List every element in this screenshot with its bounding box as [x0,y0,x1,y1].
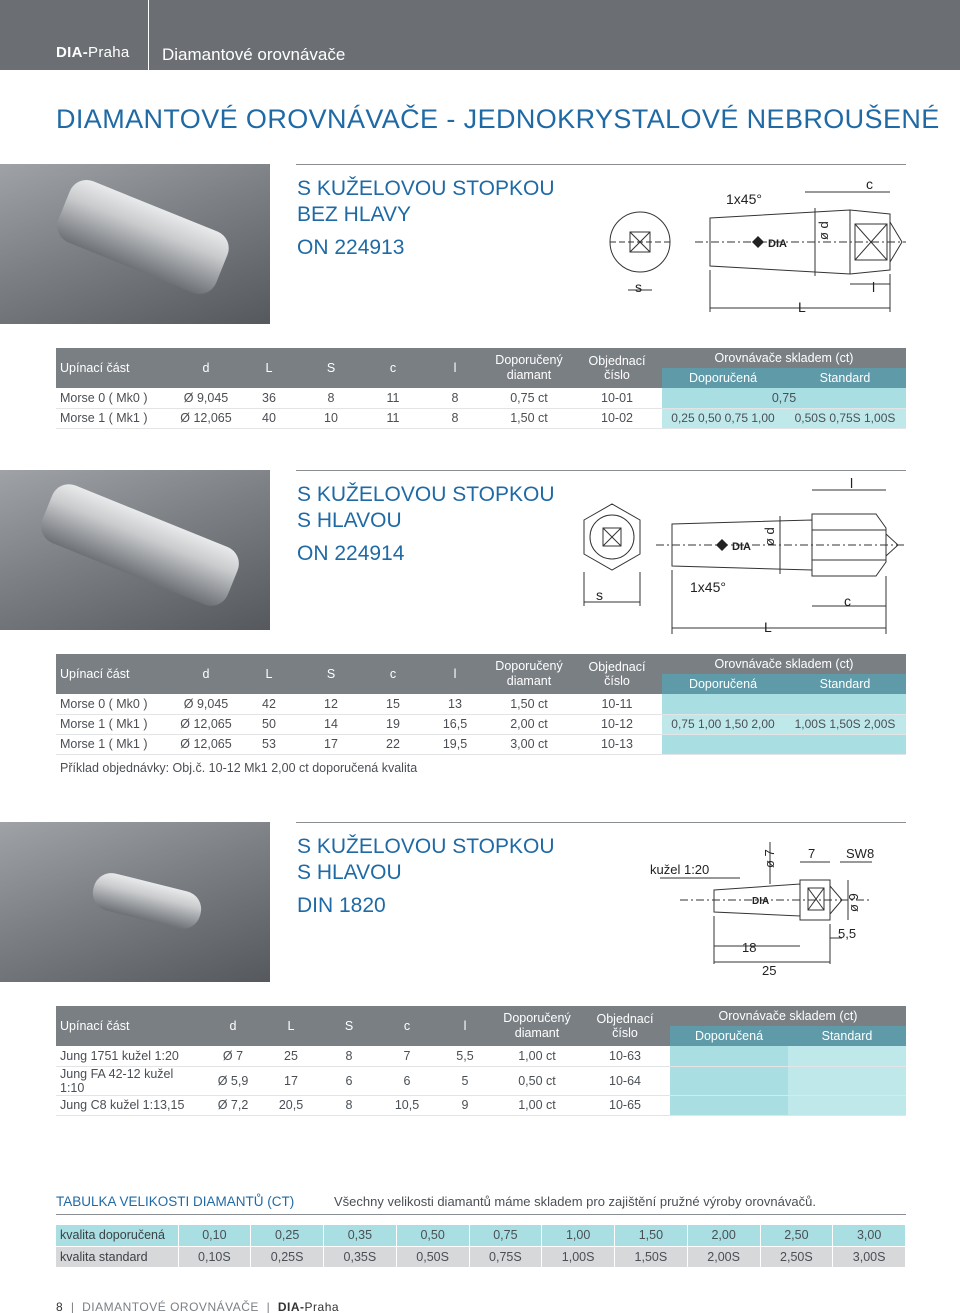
twentyfive-label: 25 [762,963,777,978]
d7-label: ø 7 [762,849,777,868]
s-label: s [596,587,603,603]
page-title: DIAMANTOVÉ OROVNÁVAČE - JEDNOKRYSTALOVÉ NEBROUŠENÉ [56,104,940,134]
chamfer-label: 1x45° [690,579,726,595]
page-number: 8 [56,1300,64,1313]
spec-table-2: Upínací část d L S c l Doporučený diamant Objednací číslo Orovnávače skladem (ct) Doporučená Standard Morse 0 ( Mk0 ) Ø 9,045 42 12 15 13 1,50 ct 10-11 Morse 1 ( Mk1 ) Ø 12,065 50 14 19 16,5 2,00 ct 10-12 0,75 1,00 1,50 2,00 1,00S 1,50S 2,00S Morse 1 ( Mk1 ) Ø 12,065 53 17 22 19,5 3,00 ct 10-13 [56,654,906,755]
product-photo-1 [0,164,270,324]
spec-table-1: Upínací část d L S c l Doporučený diamant Objednací číslo Orovnávače skladem (ct) Doporučená Standard Morse 0 ( Mk0 ) Ø 9,045 36 8 11 8 0,75 ct 10-01 0,75 Morse 1 ( Mk1 ) Ø 12,065 40 10 11 8 1,50 ct 10-02 0,25 0,50 0,75 1,00 0,50S 0,75S 1,00S [56,348,906,429]
table-row: Morse 1 ( Mk1 ) Ø 12,065 53 17 22 19,5 3,00 ct 10-13 [56,734,906,754]
section-divider [296,470,906,471]
cone-label: kužel 1:20 [650,862,710,877]
d-label: ø d [816,221,831,240]
section-code: DIN 1820 [297,894,386,917]
product-photo-3 [0,822,270,982]
seven-label: 7 [808,846,816,861]
c-label: c [866,176,873,192]
product-photo-2 [0,470,270,630]
dia-logo-icon [716,539,728,551]
section-divider [296,822,906,823]
spec-table-3: Upínací část d L S c l Doporučený diamant Objednací číslo Orovnávače skladem (ct) Doporučená Standard Jung 1751 kužel 1:20 Ø 7 25 8 7 5,5 1,00 ct 10-63 Jung FA 42-12 kužel 1:10 Ø 5,9 17 6 6 5 0,50 ct 10-64 Jung C8 kužel 1:13,15 Ø 7,2 20,5 8 10,5 9 1,00 ct 10-65 [56,1006,906,1116]
section-code: ON 224913 [297,236,405,259]
dia-logo-icon [752,236,764,248]
L-label: L [764,619,772,635]
table-row: Jung 1751 kužel 1:20 Ø 7 25 8 7 5,5 1,00 ct 10-63 [56,1046,906,1066]
table-row: Morse 0 ( Mk0 ) Ø 9,045 36 8 11 8 0,75 ct 10-01 0,75 [56,388,906,408]
section-title: S KUŽELOVOU STOPKOU S HLAVOU [297,835,555,884]
L-label: L [798,299,806,315]
dia-logo-text: DIA [752,896,770,907]
chamfer-label: 1x45° [726,191,762,207]
s-label: s [635,279,642,295]
header-separator [148,0,149,70]
header-bar [0,0,960,70]
l-label: l [872,279,876,295]
l-label: l [850,476,854,491]
section-title: S KUŽELOVOU STOPKOU BEZ HLAVY [297,177,555,226]
section-title: S KUŽELOVOU STOPKOU S HLAVOU [297,483,555,532]
header-subtitle: Diamantové orovnávače [162,45,346,64]
section-divider [56,1214,906,1215]
brand-logo: DIA-Praha [56,44,130,61]
table-row: kvalita standard 0,10S 0,25S 0,35S 0,50S 0,75S 1,00S 1,50S 2,00S 2,50S 3,00S [56,1246,906,1267]
footer-brand: DIA-Praha [277,1300,340,1313]
table-row: kvalita doporučená 0,10 0,25 0,35 0,50 0,75 1,00 1,50 2,00 2,50 3,00 [56,1225,906,1246]
order-example: Příklad objednávky: Obj.č. 10-12 Mk1 2,00 ct doporučená kvalita [60,761,418,775]
table-row: Morse 1 ( Mk1 ) Ø 12,065 40 10 11 8 1,50 ct 10-02 0,25 0,50 0,75 1,00 0,50S 0,75S 1,00S [56,408,906,428]
d9-label: ø 9 [846,893,861,912]
dia-logo-text: DIA [768,238,787,250]
sizes-title: TABULKA VELIKOSTI DIAMANTŮ (CT) [56,1194,295,1209]
eighteen-label: 18 [742,940,757,955]
c-label: c [844,593,851,609]
d-label: ø d [762,527,777,546]
table-row: Jung FA 42-12 kužel 1:10 Ø 5,9 17 6 6 5 0,50 ct 10-64 [56,1066,906,1095]
footer-text: DIAMANTOVÉ OROVNÁVAČE [82,1300,259,1313]
section-divider [296,164,906,165]
diamond-size-table [56,1225,906,1267]
technical-drawing-2 [560,476,906,636]
table-row: Jung C8 kužel 1:13,15 Ø 7,2 20,5 8 10,5 9 1,00 ct 10-65 [56,1095,906,1115]
five-label: 5,5 [838,926,857,941]
sizes-note: Všechny velikosti diamantů máme skladem pro zajištění pružné výroby orovnávačů. [334,1194,816,1209]
technical-drawing-3 [640,834,906,980]
sw-label: SW8 [846,846,875,861]
table-row: Morse 0 ( Mk0 ) Ø 9,045 42 12 15 13 1,50 ct 10-11 [56,694,906,714]
table-row: Morse 1 ( Mk1 ) Ø 12,065 50 14 19 16,5 2,00 ct 10-12 0,75 1,00 1,50 2,00 1,00S 1,50S 2,00S [56,714,906,734]
dia-logo-text: DIA [732,541,751,553]
section-code: ON 224914 [297,542,405,565]
technical-drawing-1 [600,172,906,318]
footer: 8 | DIAMANTOVÉ OROVNÁVAČE | DIA-Praha [56,1300,340,1313]
